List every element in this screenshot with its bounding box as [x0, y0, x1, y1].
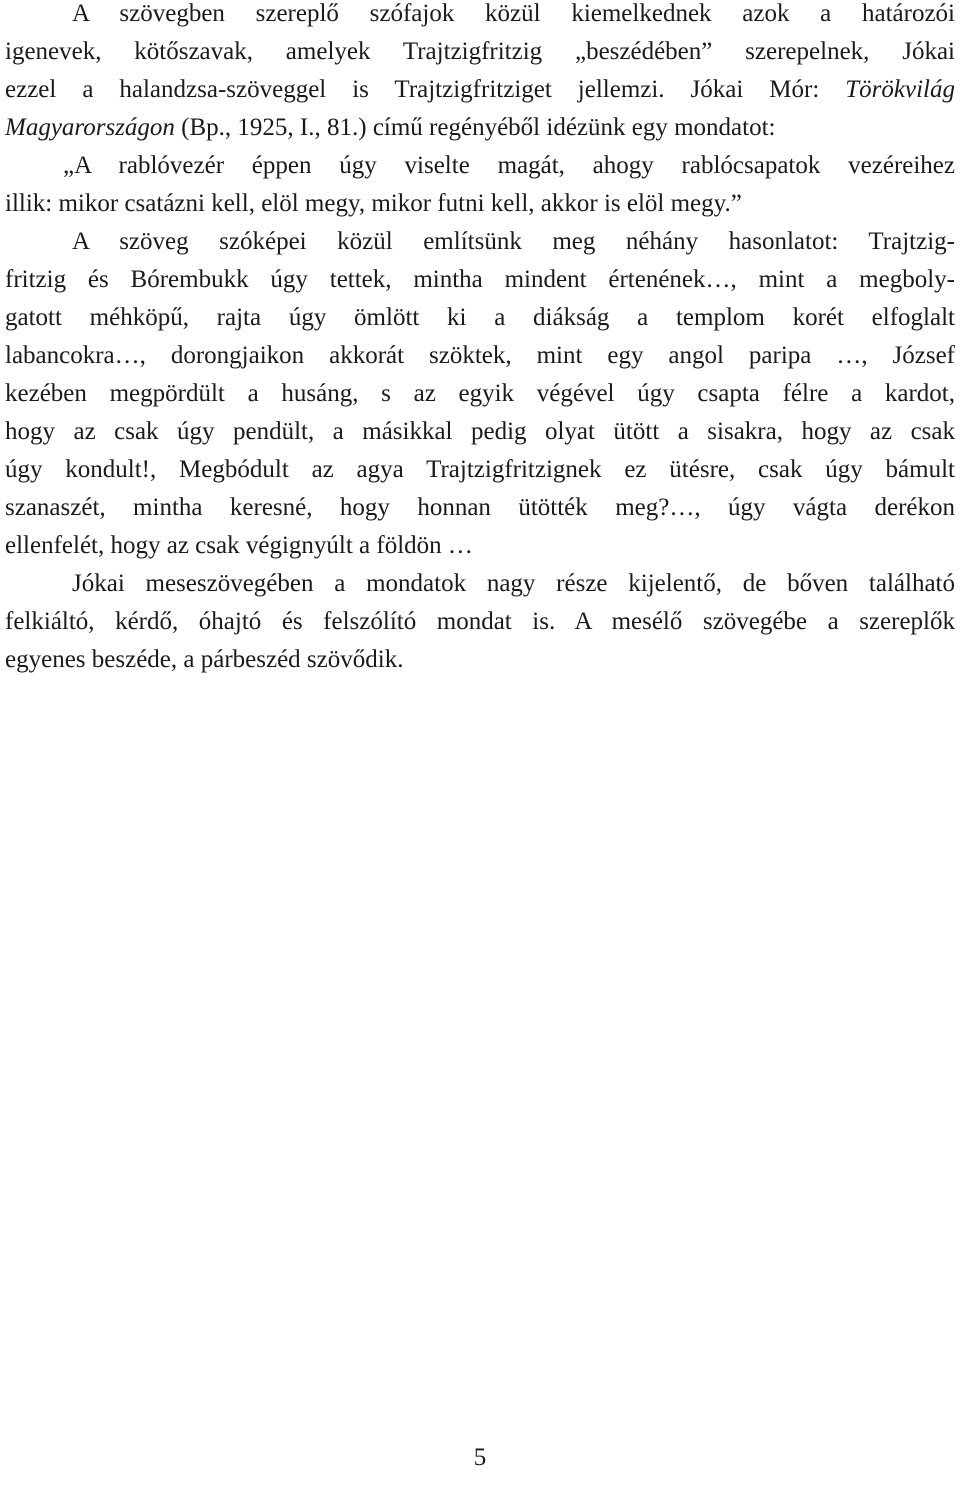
text-line: [5, 603, 955, 641]
text-segment: ezzel a halandzsa-szöveggel is Trajtzigfritziget jellemzi. Jókai Mór:: [5, 76, 846, 103]
text-segment: (Bp., 1925, I., 81.) című regényéből idézünk egy mondatot:: [174, 114, 776, 141]
text-segment: szanaszét, mintha keresné, hogy honnan ütötték meg?…, úgy vágta derékon: [5, 494, 955, 521]
text-line: [5, 71, 955, 109]
book-title-segment: Törökvilág: [845, 76, 955, 103]
text-segment: labancokra…, dorongjaikon akkorát szöktek, mint egy angol paripa …, József: [5, 342, 955, 369]
text-segment: hogy az csak úgy pendült, a másikkal pedig olyat ütött a sisakra, hogy az csak: [5, 418, 955, 445]
text-line: [5, 185, 955, 223]
text-segment: felkiáltó, kérdő, óhajtó és felszólító mondat is. A mesélő szövegébe a szereplők: [5, 608, 955, 635]
text-line: [5, 489, 955, 527]
text-line: [5, 413, 955, 451]
document-page: [5, 0, 955, 1492]
text-line: [5, 451, 955, 489]
text-segment: úgy kondult!, Megbódult az agya Trajtzigfritzignek ez ütésre, csak úgy bámult: [5, 456, 955, 483]
text-line: [5, 527, 955, 565]
text-line: [5, 641, 955, 679]
text-segment: igenevek, kötőszavak, amelyek Trajtzigfritzig „beszédében” szerepelnek, Jókai: [5, 38, 955, 65]
text-line: [5, 375, 955, 413]
text-segment: fritzig és Bórembukk úgy tettek, mintha mindent értenének…, mint a megboly-: [5, 266, 955, 293]
text-line: [5, 0, 955, 33]
text-segment: ellenfelét, hogy az csak végignyúlt a földön …: [5, 532, 473, 559]
text-segment: egyenes beszéde, a párbeszéd szövődik.: [5, 646, 404, 673]
text-line: [5, 337, 955, 375]
text-line: [5, 261, 955, 299]
text-line: [5, 299, 955, 337]
text-line: [5, 147, 955, 185]
text-line: [5, 33, 955, 71]
quote-segment: „A rablóvezér éppen úgy viselte magát, ahogy rablócsapatok vezéreihez: [63, 152, 955, 179]
text-line: [5, 109, 955, 147]
text-line: [5, 565, 955, 603]
quote-segment: illik: mikor csatázni kell, elöl megy, mikor futni kell, akkor is elöl megy.”: [5, 190, 742, 217]
text-segment: A szövegben szereplő szófajok közül kiemelkednek azok a határozói: [72, 0, 955, 27]
text-segment: kezében megpördült a husáng, s az egyik végével úgy csapta félre a kardot,: [5, 380, 955, 407]
text-segment: gatott méhköpű, rajta úgy ömlött ki a diákság a templom korét elfoglalt: [5, 304, 955, 331]
text-segment: Jókai meseszövegében a mondatok nagy része kijelentő, de bőven található: [72, 570, 955, 597]
page-number: 5: [473, 1444, 487, 1471]
text-segment: A szöveg szóképei közül említsünk meg néhány hasonlatot: Trajtzig-: [72, 228, 955, 255]
book-title-segment: Magyarországon: [5, 114, 175, 141]
text-line: [5, 223, 955, 261]
